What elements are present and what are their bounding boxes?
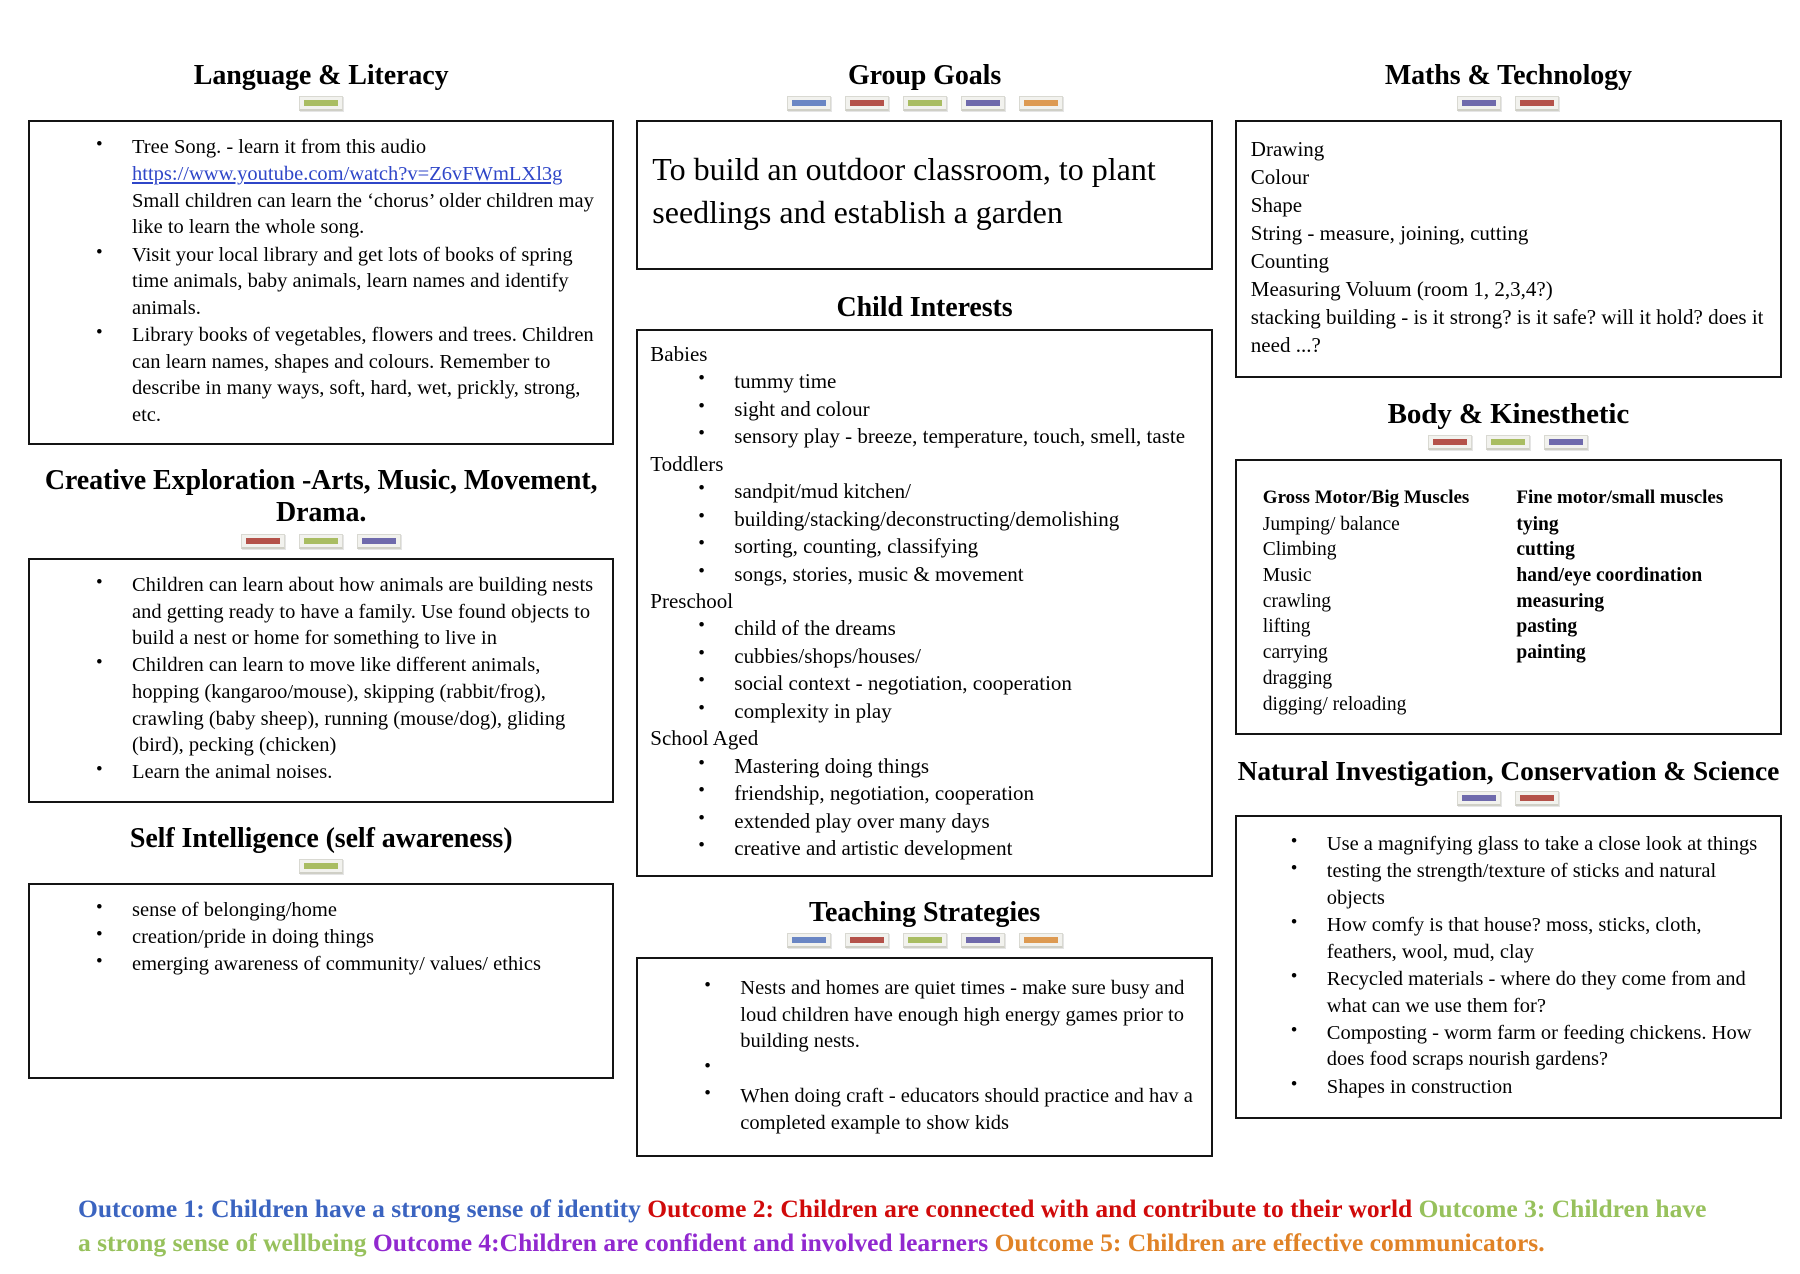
outcome-badge-icon <box>961 96 1005 111</box>
list-item: • Children can learn to move like different animals, hopping (kangaroo/mouse), skipping (rabbit/frog), crawling (baby sheep), running (mouse/dog), gliding (bird), pecking (chicken) <box>96 652 598 759</box>
list-item: • Children can learn about how animals are building nests and getting ready to have a family. Use found objects to build a nest or home for something to live in <box>96 572 598 652</box>
text-line: Drawing <box>1250 137 1325 162</box>
section-title-body-kinesthetic: Body & Kinesthetic <box>1387 397 1630 430</box>
outcome-badges-natural-investigation <box>1235 791 1782 807</box>
list-item <box>96 134 598 241</box>
list-item: • sandpit/mud kitchen/ <box>698 478 1199 506</box>
outcome-badge-icon <box>299 534 343 549</box>
list-item: • sensory play - breeze, temperature, touch, smell, taste <box>698 423 1199 451</box>
outcome-badge-icon <box>299 859 343 874</box>
section-body-kinesthetic <box>1235 398 1782 756</box>
left-column <box>28 60 614 1099</box>
list-item: • Library books of vegetables, flowers and trees. Children can learn names, shapes and colours. Remember to describe in many ways, soft, hard, wet, prickly, strong, etc. <box>96 322 598 429</box>
list-item: • Learn the animal noises. <box>96 759 598 786</box>
list-item: • complexity in play <box>698 698 1199 726</box>
skill-item: hand/eye coordination <box>1516 565 1703 587</box>
section-self-intelligence <box>28 823 614 1099</box>
content-box-child-interests <box>636 329 1213 877</box>
skill-item: measuring <box>1516 590 1605 612</box>
skill-item: carrying <box>1262 642 1328 664</box>
list-item: • social context - negotiation, cooperation <box>698 670 1199 698</box>
text-line: stacking building - is it strong? is it safe? will it hold? does it need ...? <box>1250 305 1764 357</box>
outcome-badge-icon <box>357 534 401 549</box>
text-line: Shape <box>1250 193 1303 218</box>
list-item: • songs, stories, music & movement <box>698 561 1199 589</box>
outcome-badge-icon <box>1019 933 1063 948</box>
age-group-label: Toddlers <box>650 451 724 476</box>
bullet-list-natural-investigation <box>1249 831 1768 1100</box>
outcome-badge-icon <box>903 96 947 111</box>
text-line: Counting <box>1250 249 1329 274</box>
content-box-language-literacy <box>28 120 614 445</box>
list-item-empty <box>704 1056 1197 1083</box>
outcome-badge-icon <box>845 933 889 948</box>
skill-item: painting <box>1516 642 1586 664</box>
content-box-group-goals <box>636 120 1213 270</box>
bullet-list-creative-exploration <box>44 572 598 786</box>
skill-item: digging/ reloading <box>1262 693 1407 715</box>
list-item: • tummy time <box>698 368 1199 396</box>
outcome-badge-icon <box>1457 96 1501 111</box>
interest-list-toddlers <box>650 478 1199 588</box>
outcome-badge-icon <box>1457 791 1501 806</box>
bullet-list-teaching-strategies <box>652 975 1197 1136</box>
outcome-badge-icon <box>1515 96 1559 111</box>
content-box-teaching-strategies <box>636 957 1213 1157</box>
list-item: • Shapes in construction <box>1291 1074 1768 1101</box>
interest-list-school-aged <box>650 753 1199 863</box>
youtube-link[interactable]: https://www.youtube.com/watch?v=Z6vFWmLXl3g <box>132 163 563 186</box>
section-language-literacy <box>28 60 614 465</box>
outcome-5-text: Outcome 5: Children are effective communicators. <box>994 1228 1545 1258</box>
section-child-interests <box>636 292 1213 896</box>
age-group-label: School Aged <box>650 726 759 751</box>
bullet-list-language-literacy <box>44 134 598 428</box>
section-title-natural-investigation: Natural Investigation, Conservation & Science <box>1237 755 1780 787</box>
section-title-child-interests: Child Interests <box>836 292 1013 324</box>
interest-list-babies <box>650 368 1199 451</box>
list-item: • Mastering doing things <box>698 753 1199 781</box>
skill-item: dragging <box>1262 667 1333 689</box>
section-title-maths-technology: Maths & Technology <box>1384 60 1632 91</box>
interest-list-preschool <box>650 615 1199 725</box>
skill-item: Climbing <box>1262 539 1337 561</box>
skill-item: tying <box>1516 513 1559 535</box>
skill-item: lifting <box>1262 616 1311 638</box>
section-title-self-intelligence: Self Intelligence (self awareness) <box>129 822 513 854</box>
list-item: • emerging awareness of community/ values/ ethics <box>96 951 598 978</box>
outcome-badges-teaching-strategies <box>636 933 1213 949</box>
outcome-badge-icon <box>961 933 1005 948</box>
text-line: Measuring Voluum (room 1, 2,3,4?) <box>1250 277 1553 302</box>
outcome-badge-icon <box>787 933 831 948</box>
list-item: • sorting, counting, classifying <box>698 533 1199 561</box>
motor-skills-table <box>1247 471 1770 717</box>
outcome-badge-icon <box>1428 435 1472 450</box>
outcome-3-text: Outcome 3: Children have a strong sense of wellbeing <box>78 1194 1707 1258</box>
fine-motor-column <box>1516 485 1770 717</box>
section-creative-exploration <box>28 465 614 823</box>
content-box-natural-investigation <box>1235 815 1782 1118</box>
content-box-self-intelligence <box>28 883 614 1079</box>
list-item: • How comfy is that house? moss, sticks, cloth, feathers, wool, mud, clay <box>1291 912 1768 965</box>
section-title-group-goals: Group Goals <box>847 60 1002 91</box>
list-item: • Use a magnifying glass to take a close look at things <box>1291 831 1768 858</box>
section-title-language-literacy: Language & Literacy <box>193 60 449 91</box>
column-heading-gross-motor: Gross Motor/Big Muscles <box>1262 487 1470 509</box>
list-item: • child of the dreams <box>698 615 1199 643</box>
list-item: • creation/pride in doing things <box>96 924 598 951</box>
outcome-badge-icon <box>241 534 285 549</box>
outcome-2-text: Outcome 2: Children are connected with and contribute to their world <box>647 1194 1419 1224</box>
skill-item: crawling <box>1262 590 1332 612</box>
list-item: • sight and colour <box>698 396 1199 424</box>
section-title-teaching-strategies: Teaching Strategies <box>808 896 1041 928</box>
gross-motor-column <box>1263 485 1517 717</box>
section-title-creative-exploration: Creative Exploration -Arts, Music, Movement, Drama. <box>44 465 598 529</box>
outcome-4-text: Outcome 4:Children are confident and involved learners <box>372 1228 995 1258</box>
age-group-label: Babies <box>650 341 708 366</box>
skill-item: Jumping/ balance <box>1262 513 1400 535</box>
age-group-label: Preschool <box>650 589 734 614</box>
skill-item: cutting <box>1516 539 1575 561</box>
group-goal-statement: To build an outdoor classroom, to plant seedlings and establish a garden <box>652 151 1156 231</box>
list-item: • building/stacking/deconstructing/demolishing <box>698 506 1199 534</box>
list-item: • friendship, negotiation, cooperation <box>698 780 1199 808</box>
outcome-badges-maths-technology <box>1235 96 1782 112</box>
skill-item: pasting <box>1516 616 1578 638</box>
list-item-text-continued: Small children can learn the ‘chorus’ older children may like to learn the whole song. <box>132 189 594 239</box>
content-box-maths-technology <box>1235 120 1782 377</box>
bullet-list-self-intelligence <box>44 897 598 978</box>
content-box-creative-exploration <box>28 558 614 803</box>
section-teaching-strategies <box>636 897 1213 1177</box>
list-item: • extended play over many days <box>698 808 1199 836</box>
list-item: • sense of belonging/home <box>96 897 598 924</box>
outcome-badge-icon <box>1019 96 1063 111</box>
list-item: • cubbies/shops/houses/ <box>698 643 1199 671</box>
outcome-1-text: Outcome 1: Children have a strong sense of identity <box>78 1194 648 1224</box>
list-item-text: Tree Song. - learn it from this audio <box>132 136 427 159</box>
outcome-badges-self-intelligence <box>28 859 614 875</box>
right-column <box>1235 60 1782 1139</box>
outcome-badge-icon <box>787 96 831 111</box>
list-item: • Nests and homes are quiet times - make sure busy and loud children have enough high energy games prior to building nests. <box>704 975 1197 1055</box>
list-item: • creative and artistic development <box>698 835 1199 863</box>
section-maths-technology <box>1235 60 1782 398</box>
text-line: Colour <box>1250 165 1310 190</box>
outcome-badge-icon <box>845 96 889 111</box>
list-item: • Visit your local library and get lots of books of spring time animals, baby animals, learn names and identify animals. <box>96 242 598 322</box>
outcome-badge-icon <box>299 96 343 111</box>
list-item: • Composting - worm farm or feeding chickens. How does food scraps nourish gardens? <box>1291 1020 1768 1073</box>
section-group-goals <box>636 60 1213 292</box>
list-item: • testing the strength/texture of sticks and natural objects <box>1291 858 1768 911</box>
text-line: String - measure, joining, cutting <box>1250 221 1529 246</box>
middle-column <box>636 60 1213 1177</box>
section-natural-investigation <box>1235 755 1782 1138</box>
outcome-badges-language-literacy <box>28 96 614 112</box>
content-box-body-kinesthetic <box>1235 459 1782 735</box>
outcome-badges-group-goals <box>636 96 1213 112</box>
outcome-badge-icon <box>1544 435 1588 450</box>
outcomes-legend-footer <box>0 1192 1800 1260</box>
outcome-badge-icon <box>1486 435 1530 450</box>
list-item: • Recycled materials - where do they come from and what can we use them for? <box>1291 966 1768 1019</box>
outcome-badge-icon <box>1515 791 1559 806</box>
list-item: • When doing craft - educators should practice and hav a completed example to show kids <box>704 1083 1197 1136</box>
outcome-badge-icon <box>903 933 947 948</box>
column-heading-fine-motor: Fine motor/small muscles <box>1516 487 1724 509</box>
skill-item: Music <box>1262 565 1312 587</box>
outcome-badges-creative-exploration <box>28 534 614 550</box>
outcome-badges-body-kinesthetic <box>1235 435 1782 451</box>
